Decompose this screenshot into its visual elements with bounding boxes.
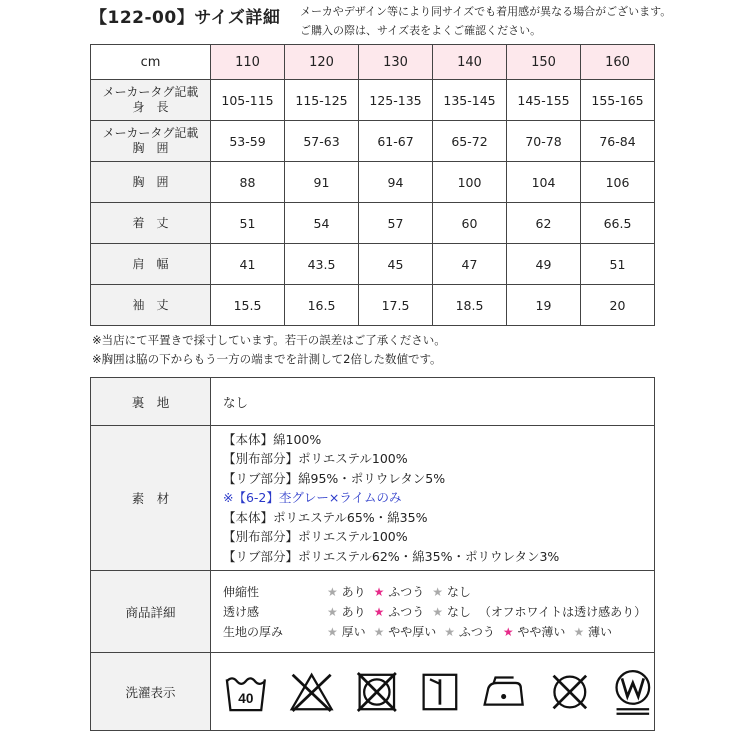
table-cell: 115-125 [285, 80, 359, 121]
material-line: 【別布部分】ポリエステル100% [223, 529, 408, 545]
star-icon: ★ [573, 624, 585, 639]
table-cell: 105-115 [211, 80, 285, 121]
detail-option [327, 582, 366, 602]
table-cell: 16.5 [285, 285, 359, 326]
table-cell: 125-135 [359, 80, 433, 121]
detail-option-label: なし [446, 604, 471, 619]
size-110: 110 [211, 45, 285, 80]
svg-text:40: 40 [238, 690, 254, 706]
material-row [91, 426, 655, 571]
material-line: 【リブ部分】ポリエステル62%・綿35%・ポリウレタン3% [223, 548, 560, 564]
iron-low-icon [481, 672, 526, 712]
star-icon: ★ [502, 624, 514, 639]
table-cell: 19 [507, 285, 581, 326]
table-row [91, 162, 655, 203]
table-cell: 53-59 [211, 121, 285, 162]
chest-note: ※胸囲は脇の下からもう一方の端までを計測して2倍した数値です。 [92, 352, 442, 366]
row-header-length: 着 丈 [91, 203, 211, 244]
table-row [91, 244, 655, 285]
detail-option-label: あり [341, 584, 366, 599]
size-150: 150 [507, 45, 581, 80]
detail-option [444, 622, 495, 642]
size-table [90, 44, 655, 326]
detail-option-label: やや厚い [388, 624, 437, 639]
table-cell: 70-78 [507, 121, 581, 162]
size-header-row [91, 45, 655, 80]
size-140: 140 [433, 45, 507, 80]
detail-name: 透け感 [223, 604, 260, 619]
table-row [91, 203, 655, 244]
row-header-sleeve: 袖 丈 [91, 285, 211, 326]
page-title: 【122-00】サイズ詳細 [90, 8, 281, 28]
star-icon: ★ [432, 604, 443, 619]
table-cell: 18.5 [433, 285, 507, 326]
lining-row [91, 378, 655, 426]
table-cell: 145-155 [507, 80, 581, 121]
table-row [91, 80, 655, 121]
table-row [91, 285, 655, 326]
unit-cell: cm [91, 45, 211, 80]
detail-name: 生地の厚み [223, 624, 284, 639]
star-icon: ★ [444, 624, 455, 639]
table-cell: 155-165 [581, 80, 655, 121]
star-icon: ★ [373, 624, 385, 639]
table-row [91, 121, 655, 162]
detail-row [223, 602, 654, 622]
detail-option-label: 厚い [341, 624, 366, 639]
table-cell: 61-67 [359, 121, 433, 162]
detail-option [327, 602, 366, 622]
no-tumble-dry-icon [356, 669, 398, 715]
material-value [211, 426, 655, 571]
line-dry-icon [420, 669, 460, 715]
wet-clean-icon [612, 666, 654, 718]
table-cell: 94 [359, 162, 433, 203]
table-cell: 20 [581, 285, 655, 326]
table-cell: 57 [359, 203, 433, 244]
size-130: 130 [359, 45, 433, 80]
table-cell: 60 [433, 203, 507, 244]
details-value [211, 571, 655, 653]
detail-option-label: あり [341, 604, 366, 619]
detail-option [432, 582, 471, 602]
table-cell: 88 [211, 162, 285, 203]
detail-option [503, 622, 566, 642]
care-symbols [211, 653, 655, 731]
detail-option-label: ふつう [458, 624, 495, 639]
size-160: 160 [581, 45, 655, 80]
star-icon: ★ [432, 584, 443, 599]
row-header-tag-height: メーカータグ記載 身 長 [91, 80, 211, 121]
detail-option [432, 602, 471, 622]
no-bleach-icon [289, 669, 334, 715]
star-icon: ★ [327, 584, 338, 599]
size-120: 120 [285, 45, 359, 80]
wash-40-icon [225, 668, 267, 716]
table-cell: 135-145 [433, 80, 507, 121]
table-cell: 65-72 [433, 121, 507, 162]
row-header-shoulder: 肩 幅 [91, 244, 211, 285]
table-cell: 66.5 [581, 203, 655, 244]
material-line: 【リブ部分】綿95%・ポリウレタン5% [223, 470, 446, 486]
star-icon: ★ [327, 604, 338, 619]
table-cell: 47 [433, 244, 507, 285]
star-icon: ★ [373, 584, 385, 599]
material-line: 【別布部分】ポリエステル100% [223, 451, 408, 467]
detail-name: 伸縮性 [223, 584, 260, 599]
star-icon: ★ [373, 604, 385, 619]
care-row [91, 653, 655, 731]
material-line: 【本体】ポリエステル65%・綿35% [223, 509, 428, 525]
table-cell: 104 [507, 162, 581, 203]
lining-value: なし [211, 378, 655, 426]
confirm-note: ご購入の際は、サイズ表をよくご確認ください。 [300, 24, 542, 37]
table-cell: 62 [507, 203, 581, 244]
detail-option-label: 薄い [588, 624, 613, 639]
detail-option-label: ふつう [388, 584, 425, 599]
table-cell: 43.5 [285, 244, 359, 285]
details-label: 商品詳細 [91, 571, 211, 653]
material-label: 素 材 [91, 426, 211, 571]
detail-option [573, 622, 612, 642]
detail-option [374, 622, 437, 642]
detail-option [327, 622, 366, 642]
row-header-chest: 胸 囲 [91, 162, 211, 203]
detail-option [374, 582, 425, 602]
table-cell: 57-63 [285, 121, 359, 162]
details-row [91, 571, 655, 653]
detail-option-label: なし [446, 584, 471, 599]
table-cell: 41 [211, 244, 285, 285]
table-cell: 51 [211, 203, 285, 244]
detail-note: （オフホワイトは透け感あり） [478, 604, 647, 619]
table-cell: 51 [581, 244, 655, 285]
table-cell: 106 [581, 162, 655, 203]
detail-option-label: ふつう [388, 604, 425, 619]
measure-note: ※当店にて平置きで採寸しています。若干の誤差はご了承ください。 [92, 333, 446, 347]
table-cell: 45 [359, 244, 433, 285]
material-line: ※【6-2】杢グレー×ライムのみ [223, 490, 402, 506]
detail-option-label: やや薄い [517, 624, 566, 639]
table-cell: 100 [433, 162, 507, 203]
table-cell: 54 [285, 203, 359, 244]
no-dry-clean-icon [549, 669, 591, 715]
row-header-tag-chest: メーカータグ記載 胸 囲 [91, 121, 211, 162]
material-line: 【本体】綿100% [223, 431, 322, 447]
detail-row [223, 622, 654, 642]
table-cell: 49 [507, 244, 581, 285]
lining-label: 裏 地 [91, 378, 211, 426]
detail-row [223, 582, 654, 602]
fit-note: メーカやデザイン等により同サイズでも着用感が異なる場合がございます。 [300, 5, 672, 18]
care-label: 洗濯表示 [91, 653, 211, 731]
detail-option [374, 602, 425, 622]
table-cell: 76-84 [581, 121, 655, 162]
table-cell: 91 [285, 162, 359, 203]
star-icon: ★ [327, 624, 338, 639]
table-cell: 17.5 [359, 285, 433, 326]
info-table [90, 377, 655, 731]
table-cell: 15.5 [211, 285, 285, 326]
